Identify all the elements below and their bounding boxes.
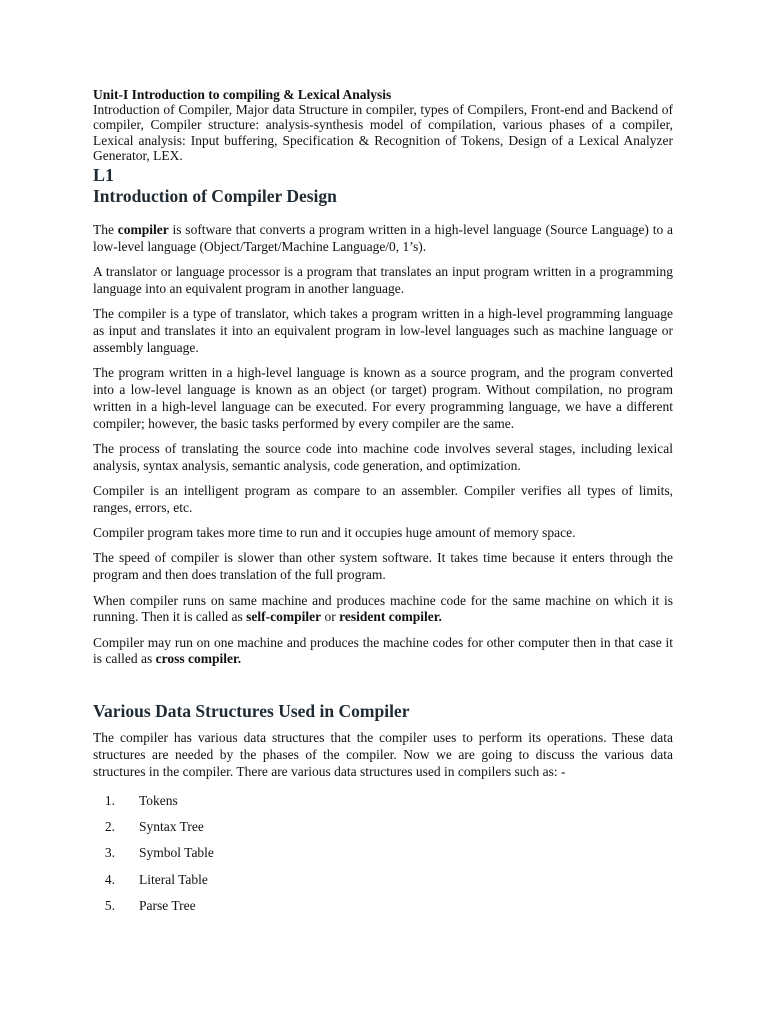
unit-description: Introduction of Compiler, Major data Structure in compiler, types of Compilers, Front-end and Backend of compiler, Compiler structure: analysis-synthesis model of compilation, various phases of a compiler, Lexical analysis: Input buffering, Specification & Recognition of Tokens, Design of a Lexical Analyzer Generator, LEX. [93, 102, 673, 163]
list-item [93, 845, 673, 861]
list-label: Tokens [139, 792, 178, 808]
paragraph-speed: The speed of compiler is slower than other system software. It takes time because it enters through the program and then does translation of the full program. [93, 550, 673, 583]
term-resident-compiler: resident compiler. [339, 609, 442, 625]
list-label: Syntax Tree [139, 818, 204, 834]
paragraph-translation-stages: The process of translating the source code into machine code involves several stages, including lexical analysis, syntax analysis, semantic analysis, code generation, and optimization. [93, 440, 673, 473]
data-structures-intro: The compiler has various data structures that the compiler uses to perform its operations. These data structures are needed by the phases of the compiler. Now we are going to discuss the various data structures in the compiler. There are various data structures used in compilers such as: - [93, 730, 673, 779]
document-page [93, 87, 673, 924]
data-structures-heading: Various Data Structures Used in Compiler [93, 701, 410, 722]
term-self-compiler: self-compiler [246, 609, 322, 625]
list-item [93, 872, 673, 888]
unit-title: Unit-I Introduction to compiling & Lexical Analysis [93, 87, 392, 102]
list-number: 2. [104, 818, 115, 834]
intro-heading: Introduction of Compiler Design [93, 186, 337, 207]
list-item [93, 819, 673, 835]
list-label: Symbol Table [139, 845, 214, 861]
paragraph-compiler-definition: The compiler is software that converts a program written in a high-level language (Source Language) to a low-level language (Object/Target/Machine Language/0, 1’s). [93, 222, 673, 254]
term-compiler: compiler [117, 222, 169, 238]
paragraph-translator-type: The compiler is a type of translator, which takes a program written in a high-level programming language as input and translates it into an equivalent program in low-level languages such as machine language or assembly language. [93, 306, 673, 355]
list-number: 1. [104, 792, 115, 808]
list-item [93, 793, 673, 809]
list-item [93, 898, 673, 914]
list-label: Literal Table [139, 871, 208, 887]
paragraph-self-compiler: When compiler runs on same machine and produces machine code for the same machine on which it is running. Then it is called as self-compiler or resident compiler. [93, 592, 673, 625]
list-number: 3. [104, 845, 115, 861]
paragraph-intelligent-program: Compiler is an intelligent program as compare to an assembler. Compiler verifies all types of limits, ranges, errors, etc. [93, 483, 673, 515]
paragraph-memory: Compiler program takes more time to run and it occupies huge amount of memory space. [93, 525, 576, 541]
list-number: 4. [104, 871, 115, 887]
list-label: Parse Tree [139, 897, 196, 913]
paragraph-cross-compiler: Compiler may run on one machine and produces the machine codes for other computer then in that case it is called as cross compiler. [93, 634, 673, 667]
data-structures-list [93, 793, 673, 914]
paragraph-source-program: The program written in a high-level language is known as a source program, and the program converted into a low-level language is known as an object (or target) program. Without compilation, no program written in a high-level language can be executed. For every programming language, we have a different compiler; however, the basic tasks performed by every compiler are the same. [93, 365, 673, 431]
list-number: 5. [104, 897, 115, 913]
paragraph-translator: A translator or language processor is a program that translates an input program written in a programming language into an equivalent program in another language. [93, 264, 673, 297]
lesson-label: L1 [93, 165, 115, 186]
term-cross-compiler: cross compiler. [155, 651, 242, 667]
